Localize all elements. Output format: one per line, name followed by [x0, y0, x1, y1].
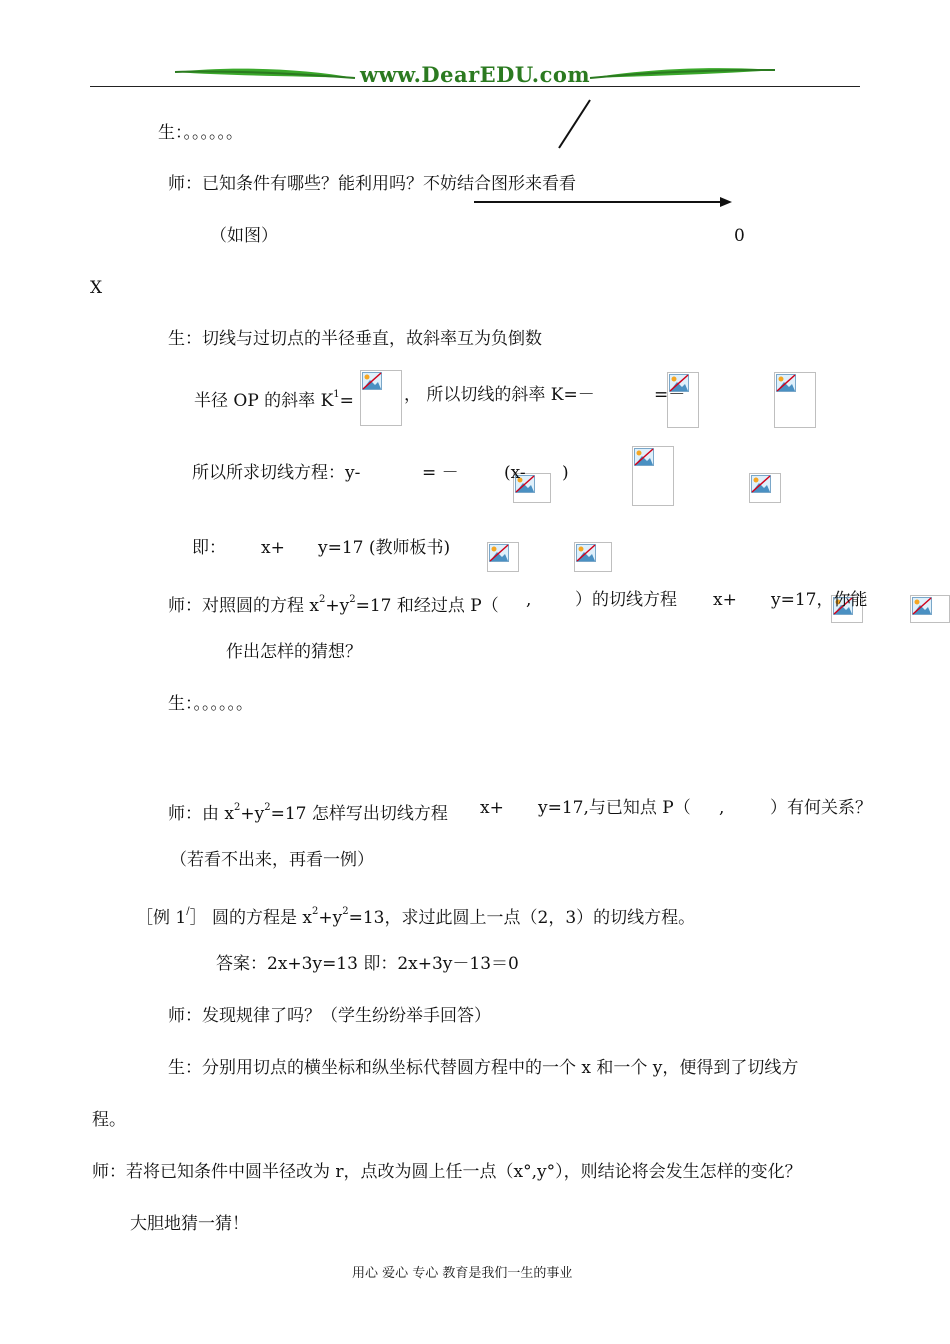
line-see-figure: （如图）	[210, 226, 278, 246]
line-teacher-5: 师：若将已知条件中圆半径改为 r，点改为圆上任一点（x°,y°），则结论将会发生怎样的变化？	[92, 1162, 802, 1182]
line-teacher-3d: ,	[719, 798, 725, 818]
line-teacher-3b: x+	[480, 798, 504, 818]
line-teacher-2c: ）的切线方程	[575, 590, 677, 610]
line-ji-3: y=17 (教师板书)	[318, 538, 451, 558]
line-student-1: 生：。。。。。。	[158, 123, 243, 143]
line-teacher-3e: ）有何关系？	[770, 798, 872, 818]
line-slope: 半径 OP 的斜率 $K^1=$	[194, 389, 354, 411]
figure-tangent-line	[559, 100, 590, 148]
line-student-4-cont: 程。	[92, 1110, 126, 1130]
line-tangent-eq-2: = －	[422, 463, 459, 483]
image-placeholder	[632, 446, 674, 506]
broken-image-icon	[576, 544, 596, 562]
page-footer: 用心 爱心 专心 教育是我们一生的事业	[352, 1266, 573, 1281]
broken-image-icon	[489, 544, 509, 562]
line-tangent-eq-4: )	[562, 463, 569, 483]
broken-image-icon	[912, 597, 932, 615]
line-student-3: 生：。。。。。。	[168, 694, 253, 714]
image-placeholder	[360, 370, 402, 426]
axis-x-label: X	[90, 278, 103, 298]
axis-origin-label: 0	[734, 226, 745, 246]
line-teacher-4: 师：发现规律了吗？（学生纷纷举手回答）	[168, 1006, 491, 1026]
broken-image-icon	[634, 448, 654, 466]
header-rule	[90, 86, 860, 87]
line-tangent-eq-3: (x-	[504, 463, 526, 483]
image-placeholder	[574, 542, 612, 572]
line-slope-2: ， 所以切线的斜率 K=－	[404, 385, 595, 405]
line-teacher-1: 师：已知条件有哪些？能利用吗？不妨结合图形来看看	[168, 174, 576, 194]
image-placeholder	[774, 372, 816, 428]
broken-image-icon	[776, 374, 796, 392]
line-guess-2: 大胆地猜一猜！	[130, 1214, 249, 1234]
line-teacher-3c: y=17,与已知点 P（	[538, 798, 691, 818]
line-slope-3: =－	[654, 385, 686, 405]
image-placeholder	[910, 595, 950, 623]
line-teacher-2b: ,	[526, 590, 532, 610]
broken-image-icon	[362, 372, 382, 390]
line-teacher-3: 师：由 $x^2+y^2=17$ 怎样写出切线方程	[168, 802, 448, 824]
logo-text: www.DearEDU.com	[360, 62, 591, 87]
line-teacher-2d: x+	[713, 590, 737, 610]
image-placeholder	[749, 473, 781, 503]
line-teacher-2e: y=17，你能	[771, 590, 868, 610]
line-teacher-2: 师：对照圆的方程 $x^2+y^2=17$ 和经过点 P（	[168, 594, 499, 616]
line-ji: 即：	[192, 538, 226, 558]
line-ji-2: x+	[261, 538, 285, 558]
line-answer: 答案：2x+3y=13 即：2x+3y－13＝0	[216, 954, 519, 974]
broken-image-icon	[751, 475, 771, 493]
line-student-2: 生：切线与过切点的半径垂直，故斜率互为负倒数	[168, 329, 542, 349]
figure-arrow-head	[720, 197, 732, 207]
line-tangent-eq: 所以所求切线方程：y-	[192, 463, 361, 483]
line-guess: 作出怎样的猜想？	[226, 642, 362, 662]
line-example: ［例 1/］ 圆的方程是 $x^2+y^2=13$，求过此圆上一点（2，3）的切线方程。	[136, 906, 696, 928]
line-student-4: 生：分别用切点的横坐标和纵坐标代替圆方程中的一个 x 和一个 y，便得到了切线方	[168, 1058, 799, 1078]
line-hint: （若看不出来，再看一例）	[170, 850, 374, 870]
image-placeholder	[487, 542, 519, 572]
